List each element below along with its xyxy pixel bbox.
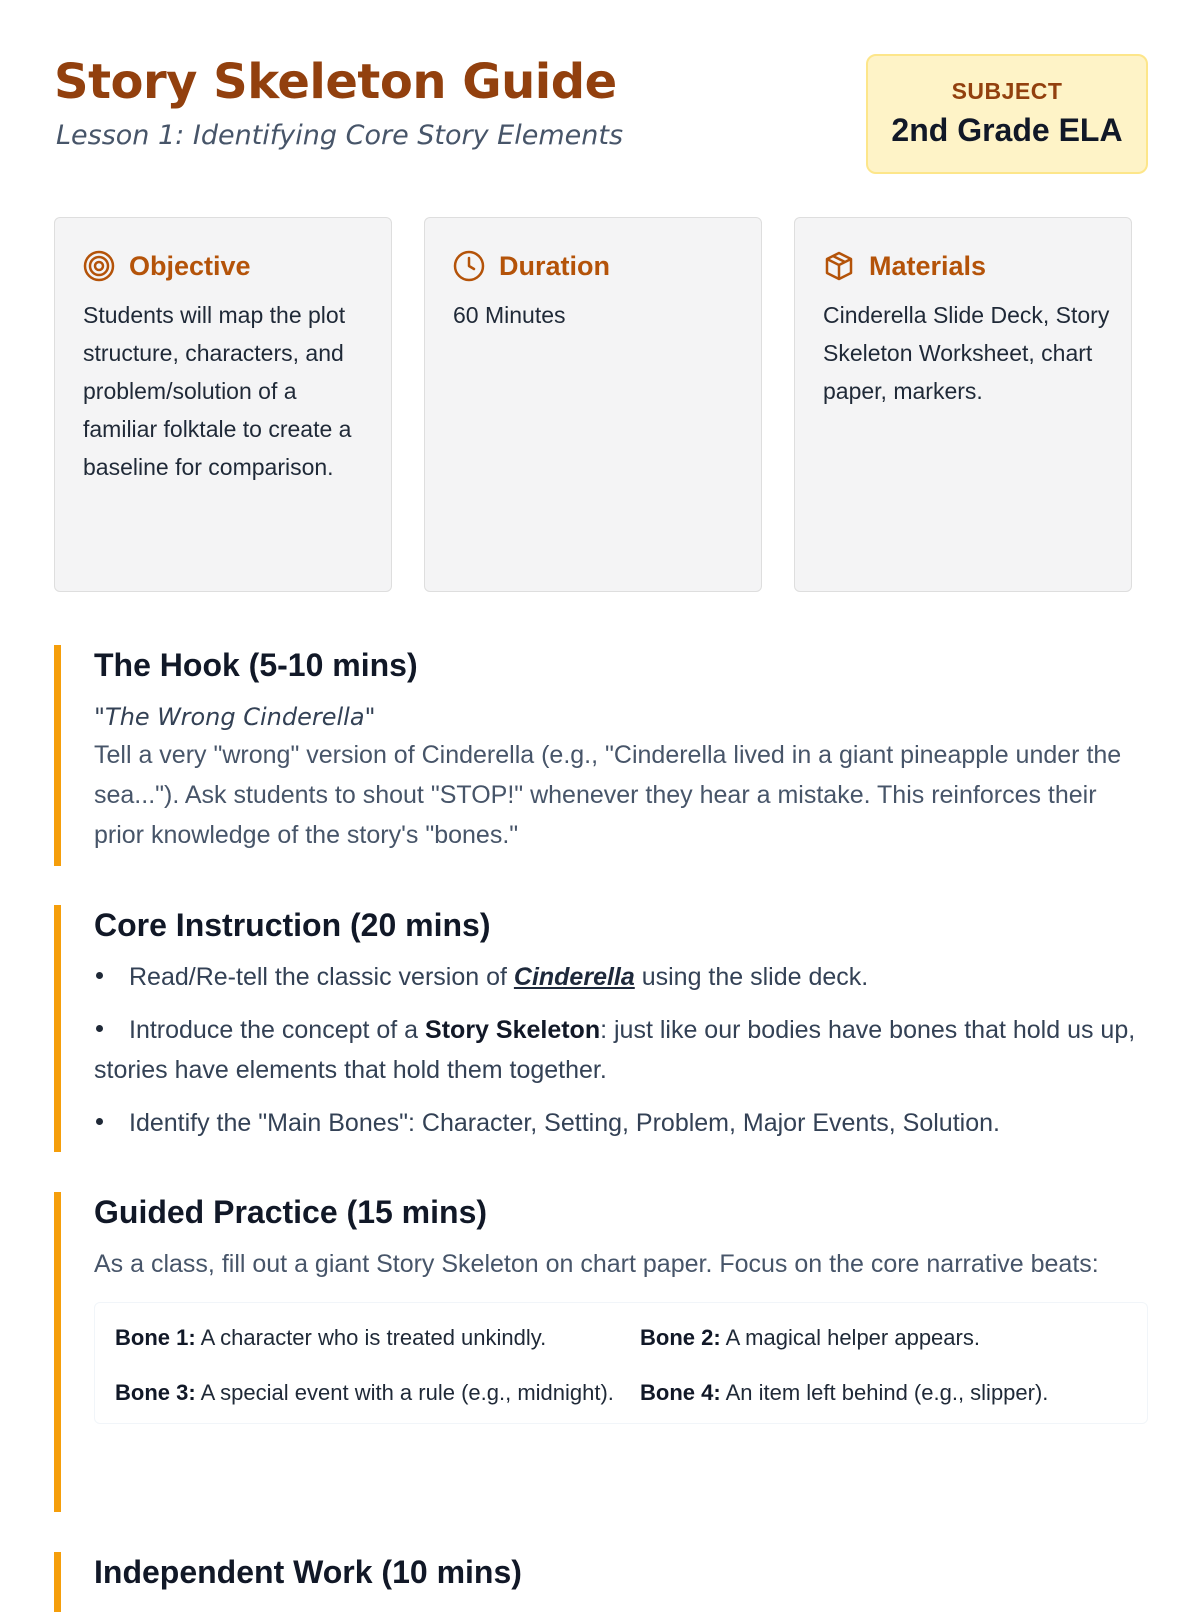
core-section — [54, 905, 1148, 1152]
independent-section — [54, 1552, 1148, 1612]
objective-text: Students will map the plot structure, characters, and problem/solution of a familiar folktale to create a baseline for comparison. — [83, 302, 352, 480]
guided-section — [54, 1192, 1148, 1512]
duration-text: 60 Minutes — [453, 302, 566, 328]
hook-section — [54, 645, 1148, 866]
duration-title: Duration — [499, 250, 610, 281]
subject-badge — [866, 54, 1148, 174]
bone-item: Bone 4: An item left behind (e.g., slipper). — [640, 1380, 1049, 1405]
objective-card — [54, 217, 392, 592]
subject-label: SUBJECT — [951, 78, 1063, 104]
list-item: Identify the "Main Bones": Character, Setting, Problem, Major Events, Solution. — [94, 1103, 1148, 1143]
materials-card — [794, 217, 1132, 592]
materials-title: Materials — [869, 250, 987, 281]
duration-card — [424, 217, 762, 592]
core-title: Core Instruction (20 mins) — [94, 907, 491, 943]
bone-grid — [94, 1302, 1148, 1424]
guided-text: As a class, fill out a giant Story Skeleton on chart paper. Focus on the core narrative beats: — [94, 1250, 1099, 1278]
subject-value: 2nd Grade ELA — [891, 112, 1123, 148]
hook-title: The Hook (5-10 mins) — [94, 647, 418, 683]
independent-title: Independent Work (10 mins) — [94, 1554, 522, 1590]
clock-icon — [453, 250, 485, 282]
list-item: Read/Re-tell the classic version of Cinderella using the slide deck. — [94, 957, 1148, 997]
bone-item: Bone 2: A magical helper appears. — [640, 1325, 980, 1350]
materials-text: Cinderella Slide Deck, Story Skeleton Worksheet, chart paper, markers. — [823, 302, 1110, 404]
bullet-dot — [96, 972, 103, 979]
bullet-dot — [96, 1025, 103, 1032]
story-skeleton-term: Story Skeleton — [425, 1016, 601, 1044]
box-icon — [823, 250, 855, 282]
page-title: Story Skeleton Guide — [54, 54, 617, 110]
lesson-subtitle: Lesson 1: Identifying Core Story Elements — [56, 120, 624, 151]
bullet-dot — [96, 1118, 103, 1125]
guided-title: Guided Practice (15 mins) — [94, 1194, 488, 1230]
bone-item: Bone 3: A special event with a rule (e.g., midnight). — [115, 1380, 614, 1405]
list-item: Introduce the concept of a Story Skeleton: just like our bodies have bones that hold us up, stories have elements that hold them together. — [94, 1016, 1136, 1084]
hook-text: Tell a very "wrong" version of Cinderella (e.g., "Cinderella lived in a giant pineapple under the sea..."). Ask students to shout "STOP!" whenever they hear a mistake. This reinforces their prior knowledge of the story's "bones." — [94, 741, 1122, 849]
core-list — [94, 957, 1148, 1143]
objective-title: Objective — [129, 250, 251, 281]
hook-quote: "The Wrong Cinderella" — [94, 703, 376, 731]
bone-item: Bone 1: A character who is treated unkindly. — [115, 1325, 547, 1350]
book-title-cinderella: Cinderella — [513, 963, 635, 991]
target-icon — [83, 250, 115, 282]
